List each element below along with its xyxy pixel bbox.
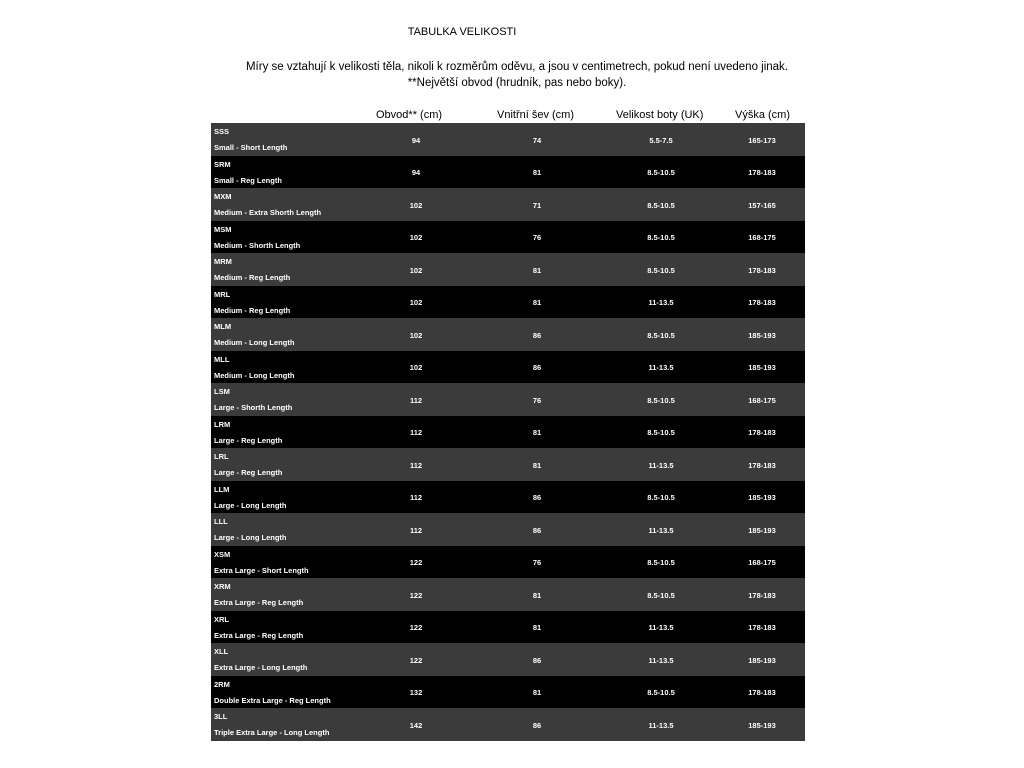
cell-obvod: 102 [409, 363, 423, 372]
cell-velikost-boty: 8.5-10.5 [647, 168, 675, 177]
cell-obvod: 122 [409, 623, 423, 632]
subtitle [5, 59, 1024, 91]
size-description: Extra Large - Short Length [214, 565, 309, 575]
column-header-velikost-boty: Velikost boty (UK) [616, 109, 704, 121]
size-description: Double Extra Large - Reg Length [214, 695, 331, 705]
size-code: LLL [214, 517, 228, 526]
size-code: MRL [214, 289, 231, 299]
subtitle-line-1: Míry se vztahují k velikosti těla, nikoli k rozměrům oděvu, a jsou v centimetrech, pokud není uvedeno jinak. [245, 61, 789, 73]
cell-velikost-boty: 8.5-10.5 [647, 265, 675, 275]
column-header-vyska: Výška (cm) [735, 109, 790, 121]
size-description: Large - Reg Length [214, 435, 283, 445]
cell-vyska: 157-165 [748, 200, 776, 210]
cell-vnitrni-sev: 86 [532, 493, 542, 502]
cell-obvod: 122 [409, 590, 423, 600]
size-code: MRM [214, 257, 232, 266]
cell-vnitrni-sev: 86 [532, 363, 542, 372]
cell-vyska: 178-183 [748, 623, 776, 632]
cell-velikost-boty: 11-13.5 [648, 363, 674, 372]
table-row [211, 448, 805, 481]
size-code: MLM [214, 322, 232, 331]
cell-vnitrni-sev: 74 [532, 135, 542, 145]
size-code: LRL [214, 452, 229, 461]
column-header-obvod: Obvod** (cm) [376, 109, 443, 121]
size-description: Extra Large - Reg Length [214, 598, 304, 607]
size-description: Medium - Long Length [214, 338, 295, 347]
cell-obvod: 102 [409, 330, 423, 340]
size-description: Extra Large - Reg Length [214, 630, 304, 640]
cell-vnitrni-sev: 81 [532, 688, 542, 697]
cell-velikost-boty: 8.5-10.5 [647, 493, 675, 502]
size-description: Medium - Extra Shorth Length [214, 208, 322, 217]
table-row [211, 578, 805, 611]
cell-velikost-boty: 5.5-7.5 [649, 135, 673, 145]
size-code: XSM [214, 549, 231, 559]
size-description: Large - Shorth Length [214, 403, 293, 412]
table-row [211, 611, 805, 644]
cell-velikost-boty: 11-13.5 [648, 525, 674, 535]
cell-velikost-boty: 8.5-10.5 [647, 233, 675, 242]
table-row [211, 318, 805, 351]
cell-vnitrni-sev: 81 [532, 460, 542, 470]
cell-vnitrni-sev: 76 [532, 558, 542, 567]
cell-vyska: 185-193 [748, 363, 776, 372]
size-code: SSS [214, 127, 230, 136]
cell-vyska: 178-183 [748, 298, 776, 307]
cell-obvod: 112 [409, 460, 423, 470]
cell-obvod: 112 [409, 493, 423, 502]
cell-velikost-boty: 11-13.5 [648, 623, 674, 632]
cell-obvod: 94 [411, 135, 421, 145]
cell-vnitrni-sev: 76 [532, 395, 542, 405]
cell-vnitrni-sev: 71 [532, 200, 542, 210]
size-code: LRM [214, 419, 231, 429]
size-code: MLL [214, 354, 230, 364]
size-description: Large - Long Length [214, 500, 287, 510]
size-code: 3LL [214, 712, 228, 721]
page-title: TABULKA VELIKOSTI [407, 26, 517, 38]
size-description: Small - Reg Length [214, 175, 282, 185]
size-description: Small - Short Length [214, 143, 288, 152]
cell-vnitrni-sev: 86 [532, 330, 542, 340]
size-description: Medium - Shorth Length [214, 240, 301, 250]
subtitle-line-2: **Největší obvod (hrudník, pas nebo boky). [407, 77, 627, 89]
cell-vnitrni-sev: 81 [532, 265, 542, 275]
cell-velikost-boty: 11-13.5 [648, 720, 674, 730]
cell-velikost-boty: 11-13.5 [648, 460, 674, 470]
cell-vyska: 165-173 [748, 135, 776, 145]
table-row [211, 416, 805, 449]
cell-obvod: 112 [409, 395, 423, 405]
cell-vyska: 168-175 [748, 395, 776, 405]
cell-vyska: 168-175 [748, 233, 776, 242]
cell-vnitrni-sev: 81 [532, 298, 542, 307]
cell-vnitrni-sev: 86 [532, 655, 542, 665]
cell-obvod: 102 [409, 298, 423, 307]
table-row [211, 123, 805, 156]
cell-velikost-boty: 11-13.5 [648, 298, 674, 307]
cell-vnitrni-sev: 86 [532, 525, 542, 535]
cell-vnitrni-sev: 81 [532, 428, 542, 437]
cell-vyska: 185-193 [748, 525, 776, 535]
cell-vnitrni-sev: 76 [532, 233, 542, 242]
size-description: Triple Extra Large - Long Length [214, 728, 330, 737]
cell-vyska: 185-193 [748, 493, 776, 502]
cell-vyska: 178-183 [748, 428, 776, 437]
cell-vyska: 178-183 [748, 265, 776, 275]
cell-vyska: 185-193 [748, 720, 776, 730]
cell-velikost-boty: 8.5-10.5 [647, 200, 675, 210]
table-row [211, 481, 805, 514]
cell-velikost-boty: 8.5-10.5 [647, 330, 675, 340]
cell-obvod: 132 [409, 688, 423, 697]
cell-vyska: 168-175 [748, 558, 776, 567]
cell-velikost-boty: 8.5-10.5 [647, 688, 675, 697]
cell-vyska: 178-183 [748, 590, 776, 600]
size-description: Medium - Reg Length [214, 273, 291, 282]
size-description: Large - Long Length [214, 533, 287, 542]
size-code: 2RM [214, 679, 230, 689]
cell-obvod: 112 [409, 525, 423, 535]
size-code: MXM [214, 192, 232, 201]
cell-velikost-boty: 8.5-10.5 [647, 558, 675, 567]
size-code: XRL [214, 614, 229, 624]
cell-obvod: 122 [409, 558, 423, 567]
table-row [211, 513, 805, 546]
size-code: XRM [214, 582, 231, 591]
table-row [211, 676, 805, 709]
cell-vyska: 185-193 [748, 655, 776, 665]
size-code: XLL [214, 647, 229, 656]
size-code: MSM [214, 224, 232, 234]
table-row [211, 708, 805, 741]
size-description: Large - Reg Length [214, 468, 283, 477]
cell-velikost-boty: 8.5-10.5 [647, 428, 675, 437]
cell-vnitrni-sev: 81 [532, 590, 542, 600]
cell-obvod: 94 [411, 168, 421, 177]
size-description: Medium - Reg Length [214, 305, 291, 315]
cell-velikost-boty: 11-13.5 [648, 655, 674, 665]
cell-obvod: 102 [409, 200, 423, 210]
cell-velikost-boty: 8.5-10.5 [647, 395, 675, 405]
cell-obvod: 122 [409, 655, 423, 665]
cell-obvod: 112 [409, 428, 423, 437]
cell-vyska: 178-183 [748, 688, 776, 697]
table-row [211, 383, 805, 416]
size-description: Medium - Long Length [214, 370, 295, 380]
table-row [211, 253, 805, 286]
table-header [211, 109, 805, 123]
table-row [211, 221, 805, 254]
cell-velikost-boty: 8.5-10.5 [647, 590, 675, 600]
cell-obvod: 142 [409, 720, 423, 730]
column-header-vnitrni-sev: Vnitřní šev (cm) [497, 109, 575, 121]
cell-vyska: 185-193 [748, 330, 776, 340]
size-code: LSM [214, 387, 230, 396]
size-code: SRM [214, 159, 231, 169]
size-table [211, 123, 805, 741]
table-row [211, 188, 805, 221]
size-code: LLM [214, 484, 230, 494]
table-row [211, 156, 805, 189]
cell-vnitrni-sev: 81 [532, 623, 542, 632]
table-row [211, 351, 805, 384]
cell-obvod: 102 [409, 265, 423, 275]
cell-vyska: 178-183 [748, 460, 776, 470]
table-row [211, 286, 805, 319]
table-row [211, 643, 805, 676]
table-row [211, 546, 805, 579]
cell-vyska: 178-183 [748, 168, 776, 177]
cell-obvod: 102 [409, 233, 423, 242]
size-description: Extra Large - Long Length [214, 663, 308, 672]
cell-vnitrni-sev: 81 [532, 168, 542, 177]
cell-vnitrni-sev: 86 [532, 720, 542, 730]
